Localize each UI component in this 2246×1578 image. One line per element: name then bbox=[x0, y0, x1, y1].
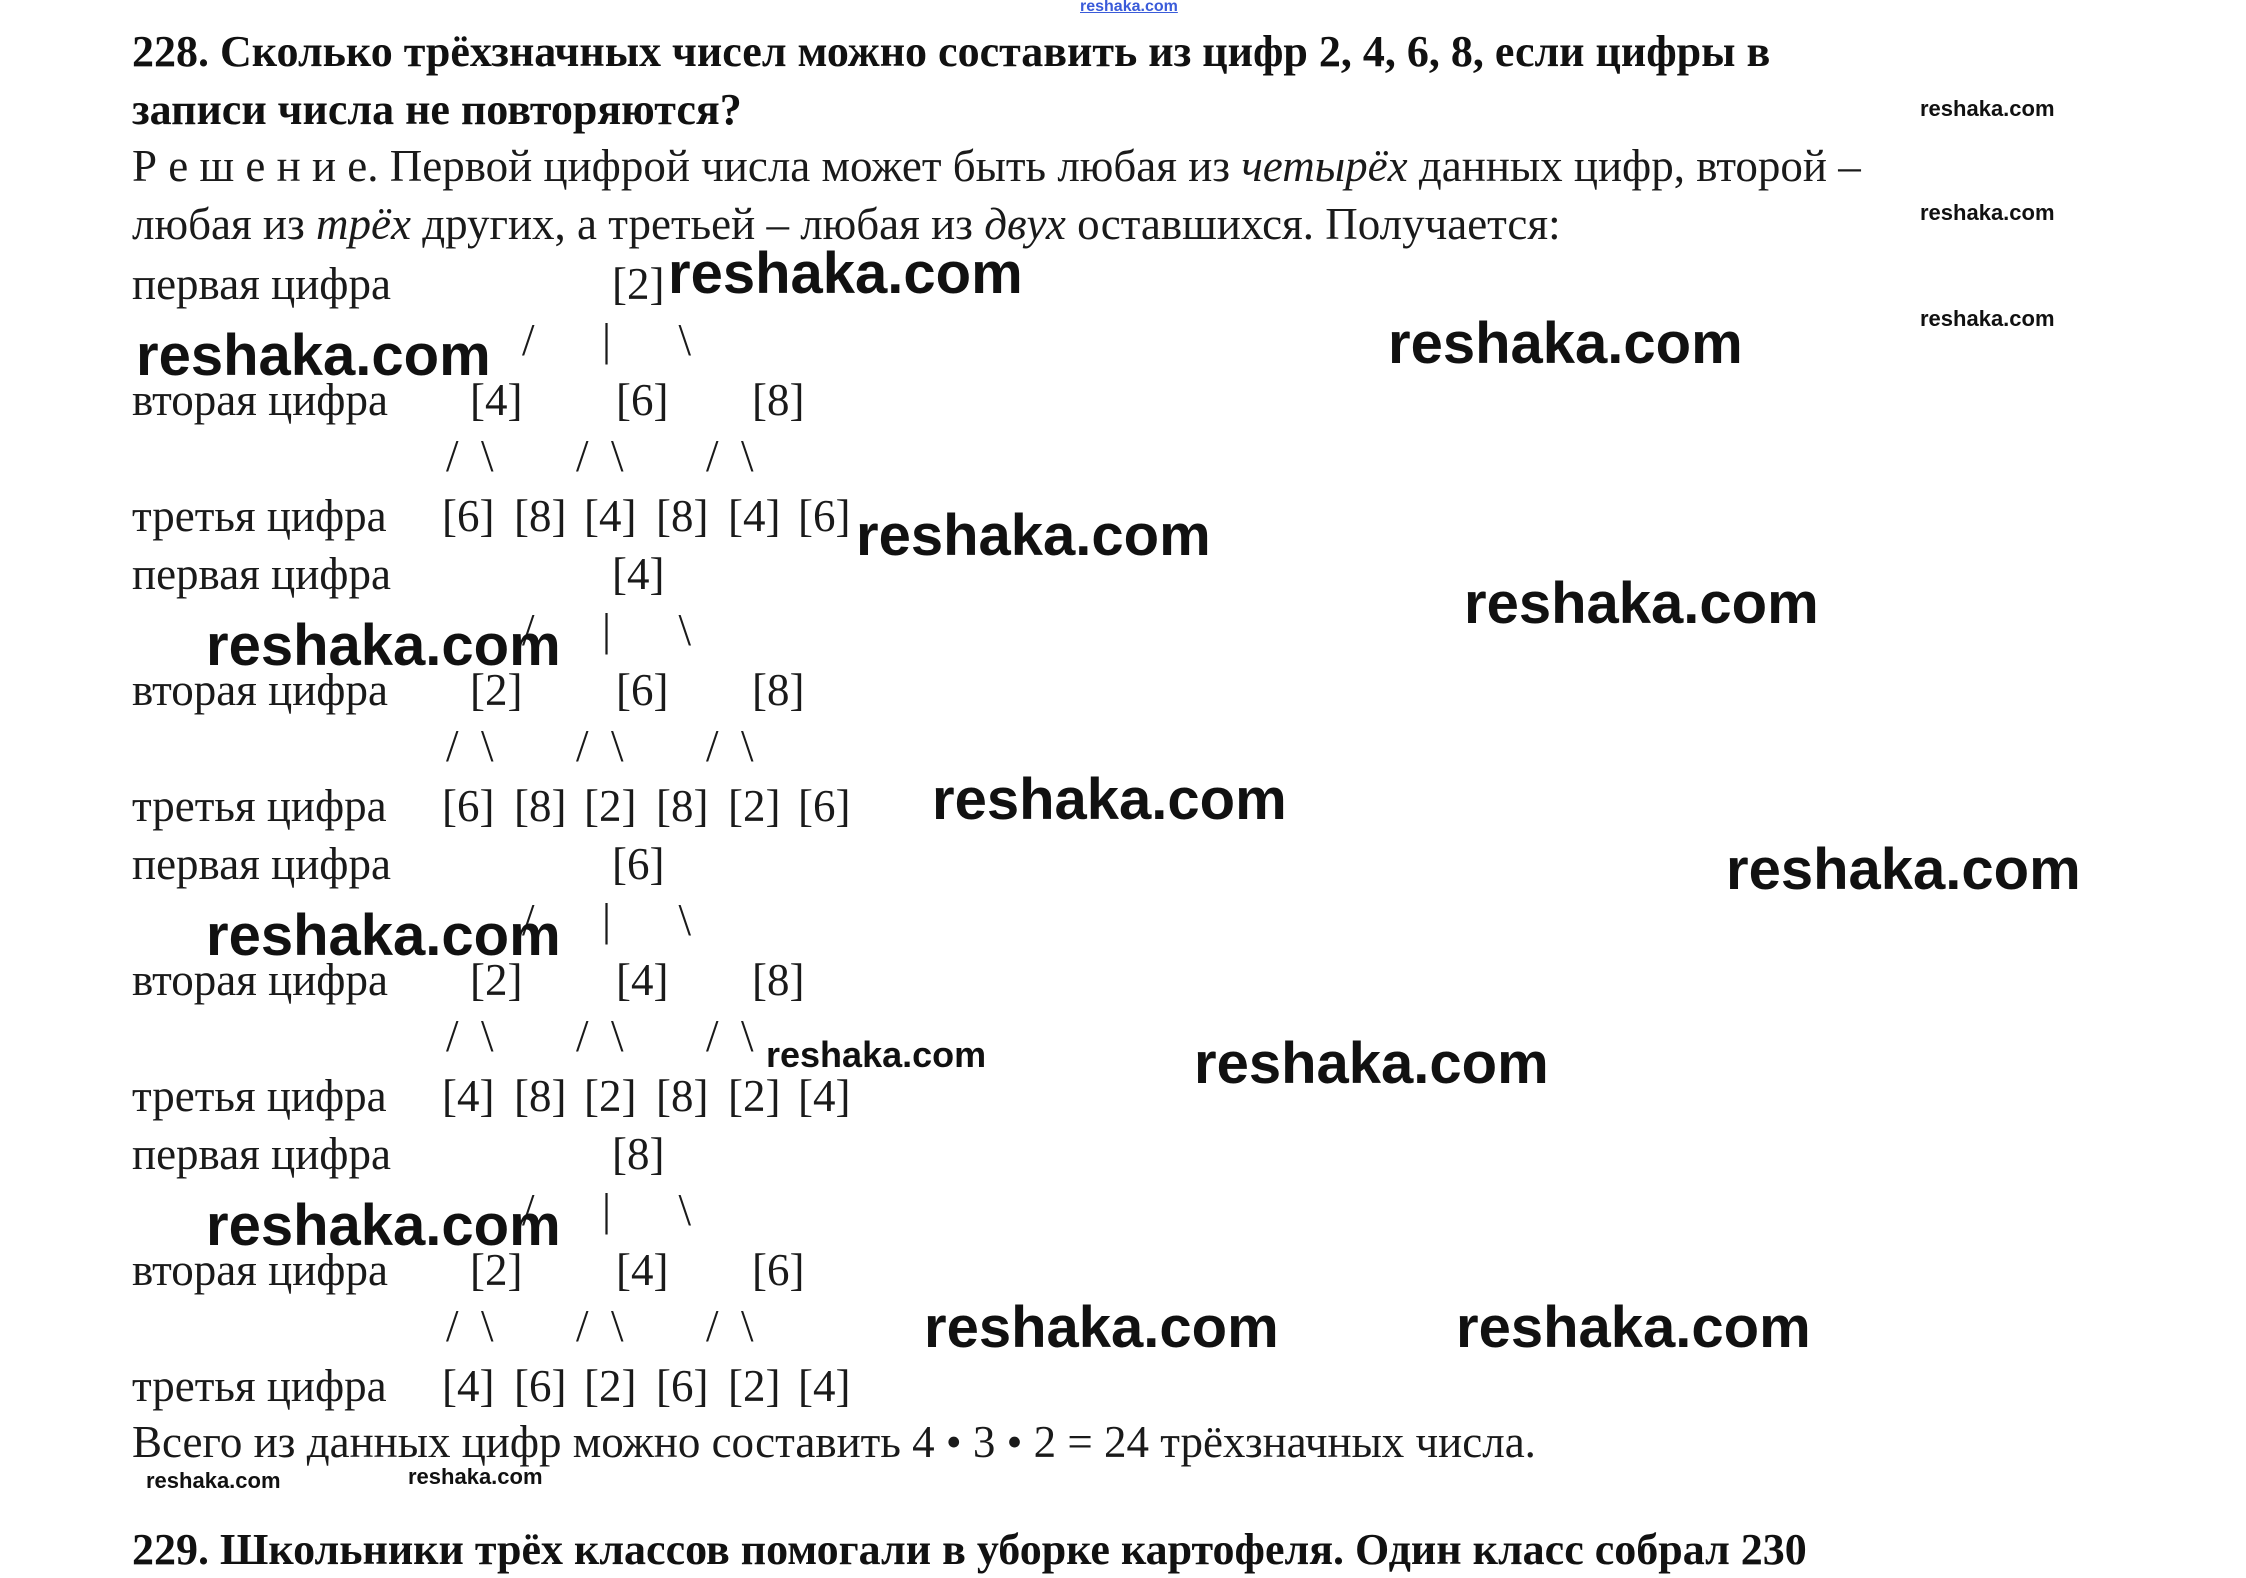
second-digit-value: [6] bbox=[616, 665, 669, 715]
top-branches: / | \ bbox=[522, 1185, 692, 1235]
third-digit-value: [4] bbox=[442, 1361, 495, 1411]
third-digit-value: [6] bbox=[656, 1361, 709, 1411]
second-digit-value: [8] bbox=[752, 665, 805, 715]
pair-branches: / \ bbox=[576, 1301, 624, 1351]
total-line: Всего из данных цифр можно составить 4 • 3 • 2 = 24 трёхзначных числа. bbox=[132, 1417, 1536, 1467]
second-digit-label: вторая цифра bbox=[132, 955, 388, 1005]
solution-line-2-c: других, а третьей – любая из bbox=[410, 199, 985, 249]
second-digit-value: [6] bbox=[616, 375, 669, 425]
watermark: reshaka.com bbox=[932, 767, 1287, 832]
third-digit-value: [2] bbox=[728, 1071, 781, 1121]
problem-229-title-line-1: 229. Школьники трёх классов помогали в уборке картофеля. Один класс собрал 230 bbox=[132, 1525, 1807, 1574]
second-digit-value: [8] bbox=[752, 375, 805, 425]
second-digit-value: [2] bbox=[470, 665, 523, 715]
third-digit-label: третья цифра bbox=[132, 491, 387, 541]
third-digit-value: [8] bbox=[656, 781, 709, 831]
solution-line-2-a: любая из bbox=[132, 199, 316, 249]
third-digit-value: [2] bbox=[584, 1071, 637, 1121]
watermark: reshaka.com bbox=[856, 503, 1211, 568]
second-digit-label: вторая цифра bbox=[132, 375, 388, 425]
watermark: reshaka.com bbox=[1920, 306, 2055, 331]
watermark: reshaka.com bbox=[146, 1468, 281, 1493]
top-branches: / | \ bbox=[522, 605, 692, 655]
second-digit-value: [6] bbox=[752, 1245, 805, 1295]
watermark: reshaka.com bbox=[1726, 837, 2081, 902]
third-digit-value: [4] bbox=[798, 1071, 851, 1121]
third-digit-value: [2] bbox=[584, 781, 637, 831]
first-digit-value: [4] bbox=[612, 549, 665, 599]
third-digit-value: [6] bbox=[798, 781, 851, 831]
third-digit-value: [8] bbox=[656, 491, 709, 541]
first-digit-label: первая цифра bbox=[132, 1129, 391, 1179]
solution-line-1 bbox=[132, 138, 1861, 194]
watermark: reshaka.com bbox=[1388, 311, 1743, 376]
first-digit-label: первая цифра bbox=[132, 839, 391, 889]
second-digit-label: вторая цифра bbox=[132, 665, 388, 715]
problem-228-title-line-1: 228. Сколько трёхзначных чисел можно составить из цифр 2, 4, 6, 8, если цифры в bbox=[132, 27, 1771, 76]
pair-branches: / \ bbox=[576, 431, 624, 481]
solution-line-1-b: четырёх bbox=[1241, 141, 1408, 191]
watermark: reshaka.com bbox=[206, 903, 561, 968]
third-digit-value: [4] bbox=[798, 1361, 851, 1411]
pair-branches: / \ bbox=[576, 721, 624, 771]
watermark: reshaka.com bbox=[1194, 1031, 1549, 1096]
pair-branches: / \ bbox=[446, 431, 494, 481]
third-digit-value: [2] bbox=[728, 1361, 781, 1411]
solution-line-2-b: трёх bbox=[316, 199, 411, 249]
watermark: reshaka.com bbox=[206, 1193, 561, 1258]
third-digit-value: [6] bbox=[798, 491, 851, 541]
pair-branches: / \ bbox=[706, 721, 754, 771]
watermark: reshaka.com bbox=[924, 1295, 1279, 1360]
watermark: reshaka.com bbox=[1456, 1295, 1811, 1360]
third-digit-value: [8] bbox=[514, 1071, 567, 1121]
solution-line-1-c: данных цифр, второй – bbox=[1407, 141, 1861, 191]
watermark: reshaka.com bbox=[408, 1464, 543, 1489]
pair-branches: / \ bbox=[446, 721, 494, 771]
solution-line-2-d: двух bbox=[984, 199, 1066, 249]
watermark: reshaka.com bbox=[206, 613, 561, 678]
third-digit-value: [4] bbox=[728, 491, 781, 541]
pair-branches: / \ bbox=[706, 1011, 754, 1061]
watermark: reshaka.com bbox=[1920, 200, 2055, 225]
pair-branches: / \ bbox=[706, 1301, 754, 1351]
third-digit-value: [6] bbox=[442, 781, 495, 831]
first-digit-value: [8] bbox=[612, 1129, 665, 1179]
second-digit-value: [2] bbox=[470, 955, 523, 1005]
third-digit-value: [6] bbox=[442, 491, 495, 541]
second-digit-label: вторая цифра bbox=[132, 1245, 388, 1295]
top-watermark: reshaka.com bbox=[1080, 0, 1178, 15]
second-digit-value: [2] bbox=[470, 1245, 523, 1295]
watermark: reshaka.com bbox=[1920, 96, 2055, 121]
first-digit-label: первая цифра bbox=[132, 259, 391, 309]
problem-228-title-line-2: записи числа не повторяются? bbox=[132, 85, 742, 134]
first-digit-value: [2] bbox=[612, 259, 665, 309]
third-digit-value: [8] bbox=[514, 781, 567, 831]
third-digit-label: третья цифра bbox=[132, 1071, 387, 1121]
first-digit-value: [6] bbox=[612, 839, 665, 889]
third-digit-value: [2] bbox=[728, 781, 781, 831]
third-digit-value: [6] bbox=[514, 1361, 567, 1411]
third-digit-value: [8] bbox=[656, 1071, 709, 1121]
watermark: reshaka.com bbox=[668, 241, 1023, 306]
second-digit-value: [8] bbox=[752, 955, 805, 1005]
top-branches: / | \ bbox=[522, 315, 692, 365]
watermark: reshaka.com bbox=[766, 1034, 987, 1075]
second-digit-value: [4] bbox=[616, 1245, 669, 1295]
pair-branches: / \ bbox=[446, 1011, 494, 1061]
solution-line-2-e: оставшихся. Получается: bbox=[1065, 199, 1561, 249]
second-digit-value: [4] bbox=[470, 375, 523, 425]
top-branches: / | \ bbox=[522, 895, 692, 945]
third-digit-value: [4] bbox=[584, 491, 637, 541]
third-digit-value: [2] bbox=[584, 1361, 637, 1411]
watermark: reshaka.com bbox=[1464, 571, 1819, 636]
pair-branches: / \ bbox=[576, 1011, 624, 1061]
first-digit-label: первая цифра bbox=[132, 549, 391, 599]
second-digit-value: [4] bbox=[616, 955, 669, 1005]
pair-branches: / \ bbox=[446, 1301, 494, 1351]
third-digit-value: [4] bbox=[442, 1071, 495, 1121]
third-digit-label: третья цифра bbox=[132, 781, 387, 831]
third-digit-value: [8] bbox=[514, 491, 567, 541]
pair-branches: / \ bbox=[706, 431, 754, 481]
solution-line-1-a: Р е ш е н и е. Первой цифрой числа может быть любая из bbox=[132, 141, 1242, 191]
third-digit-label: третья цифра bbox=[132, 1361, 387, 1411]
watermark: reshaka.com bbox=[136, 323, 491, 388]
